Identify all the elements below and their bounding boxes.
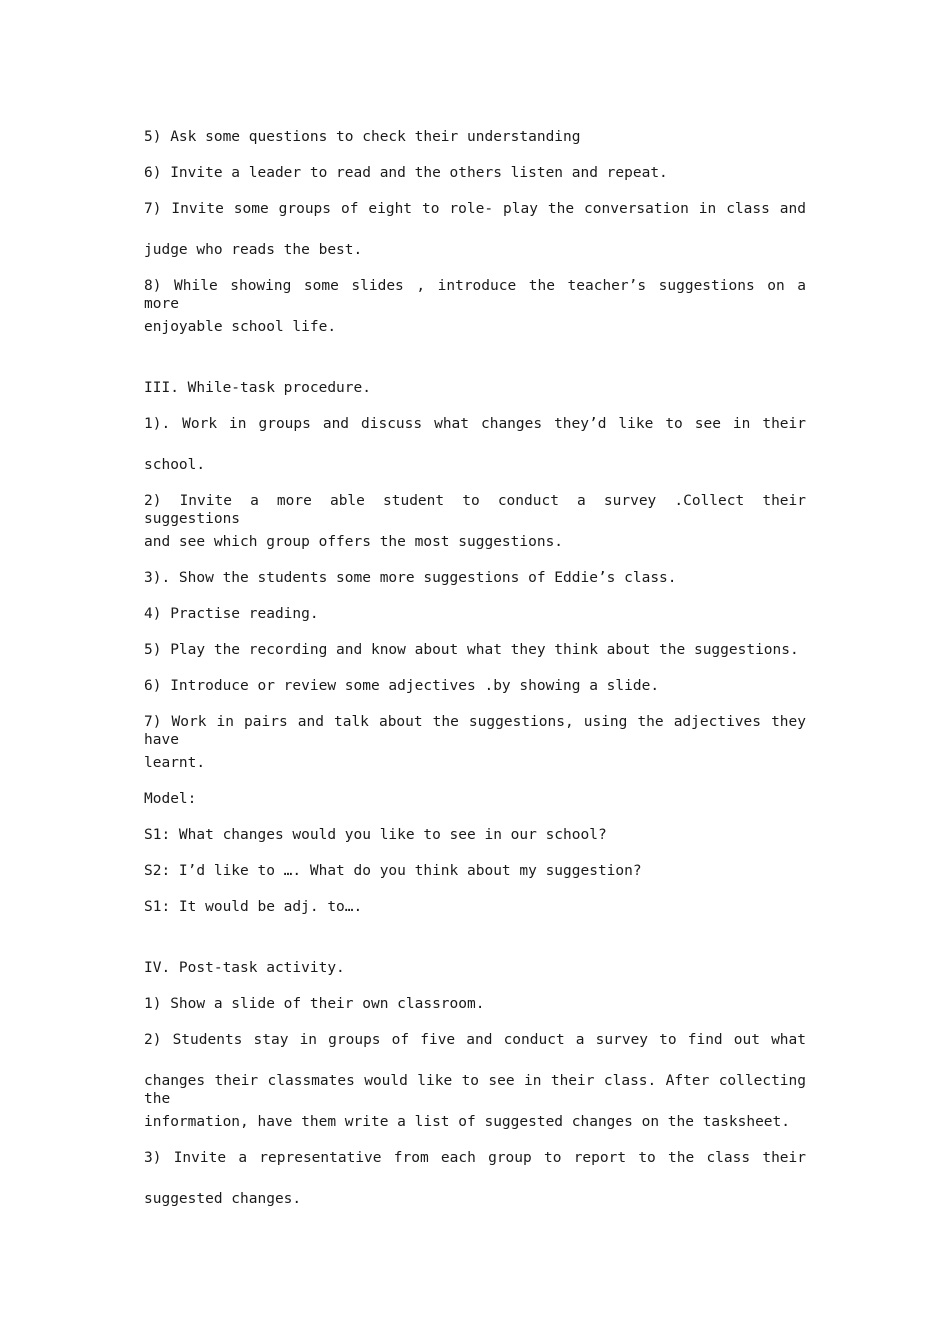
while-step-6: 6) Introduce or review some adjectives .by showing a slide. (144, 678, 660, 694)
step-8-slides-line2: enjoyable school life. (144, 319, 337, 335)
step-7-role-play-line1: 7) Invite some groups of eight to role- play the conversation in class and (144, 201, 806, 217)
step-6-leader-read: 6) Invite a leader to read and the others listen and repeat. (144, 165, 668, 181)
section-heading-post-task: IV. Post-task activity. (144, 960, 345, 976)
while-step-4: 4) Practise reading. (144, 606, 319, 622)
step-5-questions: 5) Ask some questions to check their understanding (144, 129, 581, 145)
section-heading-while-task: III. While-task procedure. (144, 380, 371, 396)
model-label: Model: (144, 791, 197, 807)
model-s1-question: S1: What changes would you like to see in our school? (144, 827, 607, 843)
step-8-slides-line1: 8) While showing some slides , introduce the teacher’s suggestions on a more (144, 278, 806, 312)
post-step-2-line2: changes their classmates would like to see in their class. After collecting the (144, 1073, 806, 1107)
while-step-7-line1: 7) Work in pairs and talk about the suggestions, using the adjectives they have (144, 714, 806, 748)
while-step-1-line1: 1). Work in groups and discuss what changes they’d like to see in their (144, 416, 806, 432)
document-page (144, 0, 806, 1344)
model-s2-answer: S2: I’d like to …. What do you think about my suggestion? (144, 863, 642, 879)
while-step-5: 5) Play the recording and know about what they think about the suggestions. (144, 642, 799, 658)
while-step-1-line2: school. (144, 457, 206, 473)
while-step-2-line2: and see which group offers the most suggestions. (144, 534, 564, 550)
while-step-2-line1: 2) Invite a more able student to conduct a survey .Collect their suggestions (144, 493, 806, 527)
post-step-2-line3: information, have them write a list of suggested changes on the tasksheet. (144, 1114, 791, 1130)
post-step-1: 1) Show a slide of their own classroom. (144, 996, 485, 1012)
post-step-3-line1: 3) Invite a representative from each group to report to the class their (144, 1150, 806, 1166)
while-step-7-line2: learnt. (144, 755, 206, 771)
while-step-3: 3). Show the students some more suggestions of Eddie’s class. (144, 570, 677, 586)
post-step-3-line2: suggested changes. (144, 1191, 302, 1207)
model-s1-response: S1: It would be adj. to…. (144, 899, 363, 915)
step-7-role-play-line2: judge who reads the best. (144, 242, 363, 258)
post-step-2-line1: 2) Students stay in groups of five and conduct a survey to find out what (144, 1032, 806, 1048)
